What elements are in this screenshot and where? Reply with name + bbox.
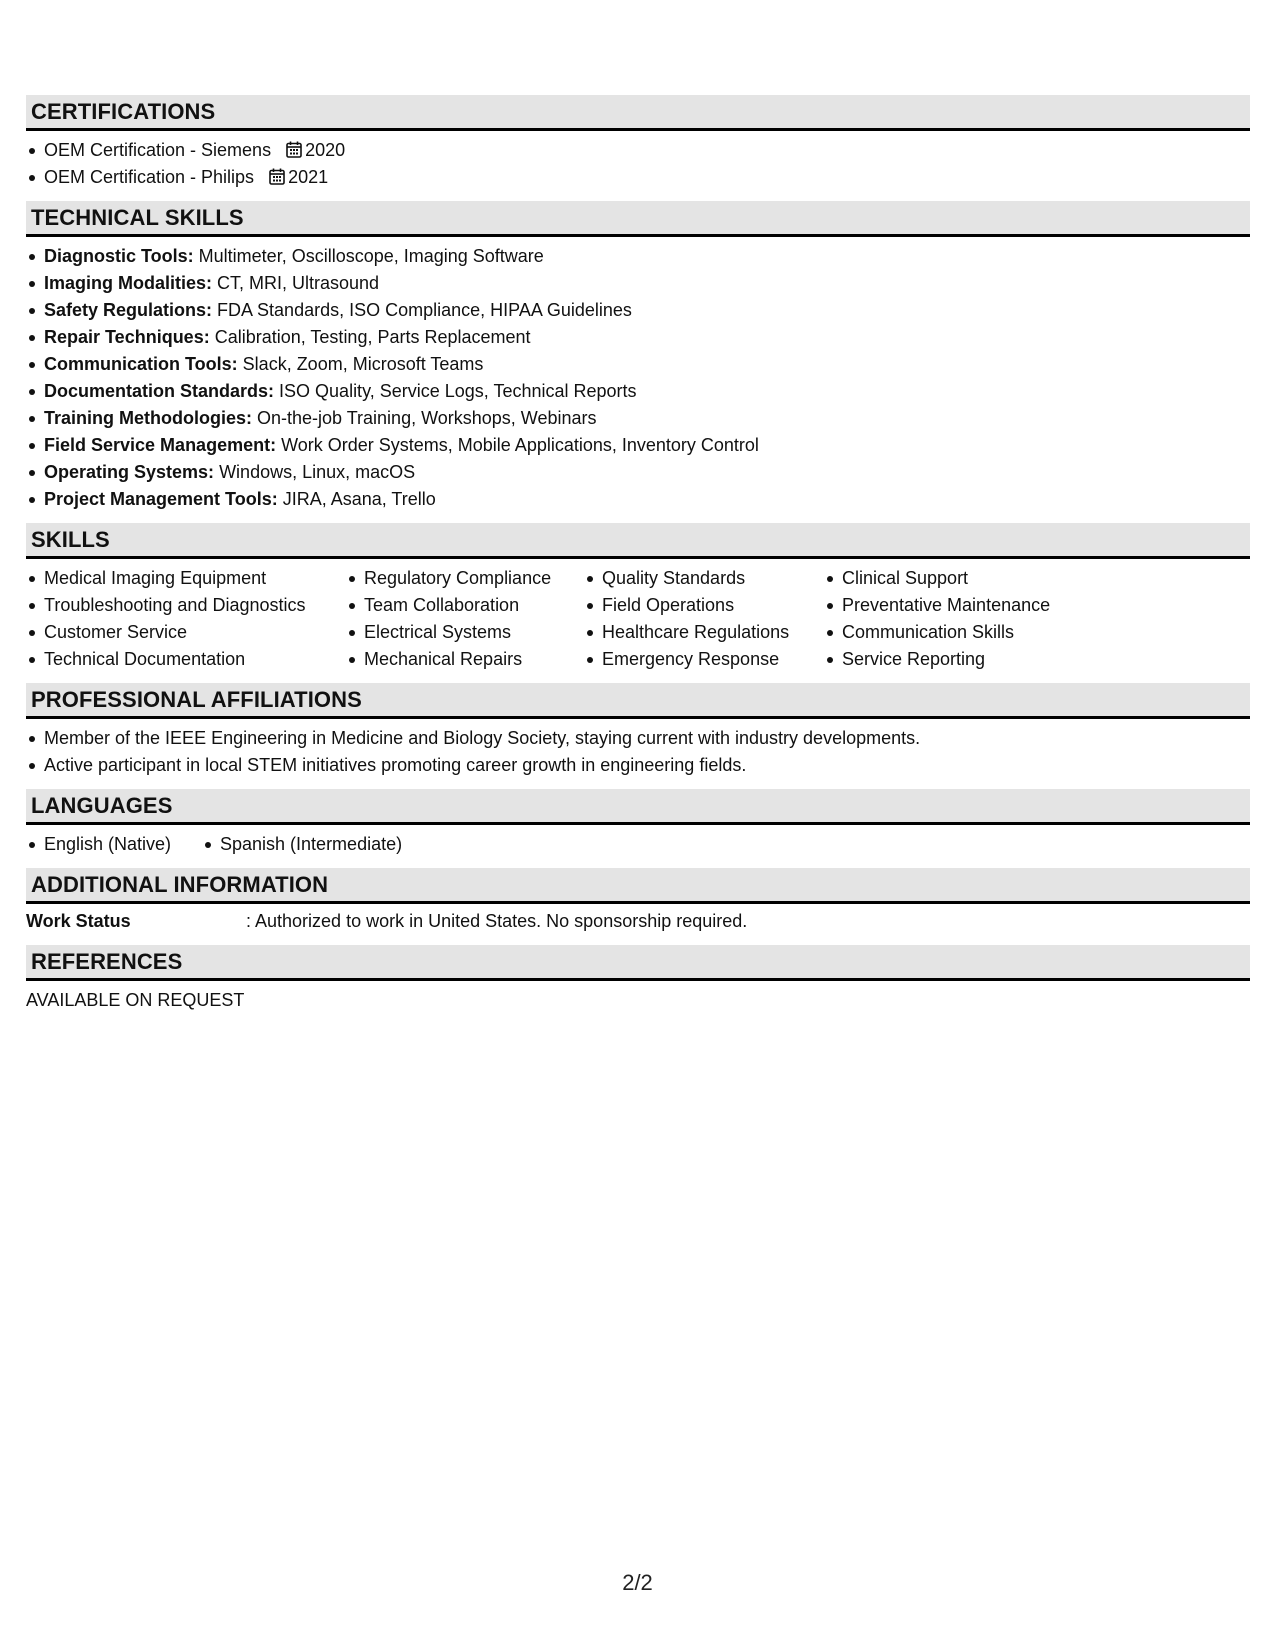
list-item xyxy=(26,243,1250,270)
list-item: Communication Skills xyxy=(824,619,1084,646)
list-item: Mechanical Repairs xyxy=(346,646,584,673)
technical-skills-list xyxy=(26,243,1250,513)
additional-info-section xyxy=(26,868,1250,935)
certification-name: OEM Certification - Philips xyxy=(44,167,255,187)
work-status-label: Work Status xyxy=(26,911,131,931)
list-item xyxy=(26,486,1250,513)
references-section xyxy=(26,945,1250,1014)
language-item: English (Native) xyxy=(26,831,202,858)
skill-category-value: CT, MRI, Ultrasound xyxy=(212,273,380,293)
list-item xyxy=(26,432,1250,459)
skill-category-value: Multimeter, Oscilloscope, Imaging Software xyxy=(193,246,544,266)
calendar-icon xyxy=(269,166,285,193)
skill-category-label: Diagnostic Tools: xyxy=(44,246,194,266)
language-item: Spanish (Intermediate) xyxy=(202,831,402,858)
list-item: Emergency Response xyxy=(584,646,824,673)
section-header-languages: LANGUAGES xyxy=(26,789,1250,825)
page-number: 2/2 xyxy=(622,1570,653,1595)
skill-category-label: Imaging Modalities: xyxy=(44,273,213,293)
list-item xyxy=(26,405,1250,432)
section-header-affiliations: PROFESSIONAL AFFILIATIONS xyxy=(26,683,1250,719)
list-item: Member of the IEEE Engineering in Medicine and Biology Society, staying current with industry developments. xyxy=(26,725,1250,752)
languages-column-1 xyxy=(26,831,202,858)
list-item: Active participant in local STEM initiatives promoting career growth in engineering fields. xyxy=(26,752,1250,779)
affiliations-list xyxy=(26,725,1250,779)
skills-column-4 xyxy=(824,565,1084,673)
list-item: Customer Service xyxy=(26,619,346,646)
technical-skills-section xyxy=(26,201,1250,513)
skill-category-label: Operating Systems: xyxy=(44,462,215,482)
languages-column-2 xyxy=(202,831,402,858)
languages-row xyxy=(26,831,1250,858)
skill-category-value: On-the-job Training, Workshops, Webinars xyxy=(252,408,597,428)
list-item: Healthcare Regulations xyxy=(584,619,824,646)
list-item xyxy=(26,351,1250,378)
list-item: Field Operations xyxy=(584,592,824,619)
list-item: Clinical Support xyxy=(824,565,1084,592)
skill-category-label: Repair Techniques: xyxy=(44,327,210,347)
list-item xyxy=(26,378,1250,405)
references-text: AVAILABLE ON REQUEST xyxy=(26,990,245,1010)
skill-category-value: Slack, Zoom, Microsoft Teams xyxy=(237,354,484,374)
affiliations-section xyxy=(26,683,1250,779)
skills-grid xyxy=(26,565,1250,673)
calendar-icon xyxy=(286,139,302,166)
resume-page xyxy=(26,95,1250,1024)
skill-category-value: Work Order Systems, Mobile Applications, Inventory Control xyxy=(276,435,759,455)
skill-category-value: ISO Quality, Service Logs, Technical Reports xyxy=(274,381,637,401)
list-item xyxy=(26,137,1250,164)
section-header-technical-skills: TECHNICAL SKILLS xyxy=(26,201,1250,237)
skills-column-3 xyxy=(584,565,824,673)
certification-year: 2020 xyxy=(305,140,346,160)
list-item: Electrical Systems xyxy=(346,619,584,646)
skill-category-label: Communication Tools: xyxy=(44,354,238,374)
work-status-row xyxy=(26,908,1250,935)
section-header-skills: SKILLS xyxy=(26,523,1250,559)
skill-category-value: FDA Standards, ISO Compliance, HIPAA Guidelines xyxy=(212,300,632,320)
list-item: Regulatory Compliance xyxy=(346,565,584,592)
section-header-additional-info: ADDITIONAL INFORMATION xyxy=(26,868,1250,904)
skill-category-label: Training Methodologies: xyxy=(44,408,252,428)
certification-name: OEM Certification - Siemens xyxy=(44,140,272,160)
skill-category-label: Project Management Tools: xyxy=(44,489,278,509)
section-header-certifications: CERTIFICATIONS xyxy=(26,95,1250,131)
list-item: Preventative Maintenance xyxy=(824,592,1084,619)
skills-column-2 xyxy=(346,565,584,673)
skill-category-label: Field Service Management: xyxy=(44,435,277,455)
list-item: Service Reporting xyxy=(824,646,1084,673)
skill-category-value: Calibration, Testing, Parts Replacement xyxy=(209,327,531,347)
list-item xyxy=(26,459,1250,486)
list-item: Quality Standards xyxy=(584,565,824,592)
list-item xyxy=(26,164,1250,191)
work-status-value: : Authorized to work in United States. No sponsorship required. xyxy=(246,911,748,931)
list-item: Troubleshooting and Diagnostics xyxy=(26,592,346,619)
list-item: Medical Imaging Equipment xyxy=(26,565,346,592)
section-header-references: REFERENCES xyxy=(26,945,1250,981)
skill-category-value: JIRA, Asana, Trello xyxy=(277,489,436,509)
list-item xyxy=(26,297,1250,324)
certification-year: 2021 xyxy=(288,167,329,187)
list-item xyxy=(26,270,1250,297)
skill-category-value: Windows, Linux, macOS xyxy=(214,462,416,482)
list-item: Team Collaboration xyxy=(346,592,584,619)
languages-section xyxy=(26,789,1250,858)
skill-category-label: Documentation Standards: xyxy=(44,381,275,401)
skills-section xyxy=(26,523,1250,673)
skill-category-label: Safety Regulations: xyxy=(44,300,213,320)
skills-column-1 xyxy=(26,565,346,673)
certifications-section xyxy=(26,95,1250,191)
certifications-list xyxy=(26,137,1250,191)
list-item: Technical Documentation xyxy=(26,646,346,673)
list-item xyxy=(26,324,1250,351)
